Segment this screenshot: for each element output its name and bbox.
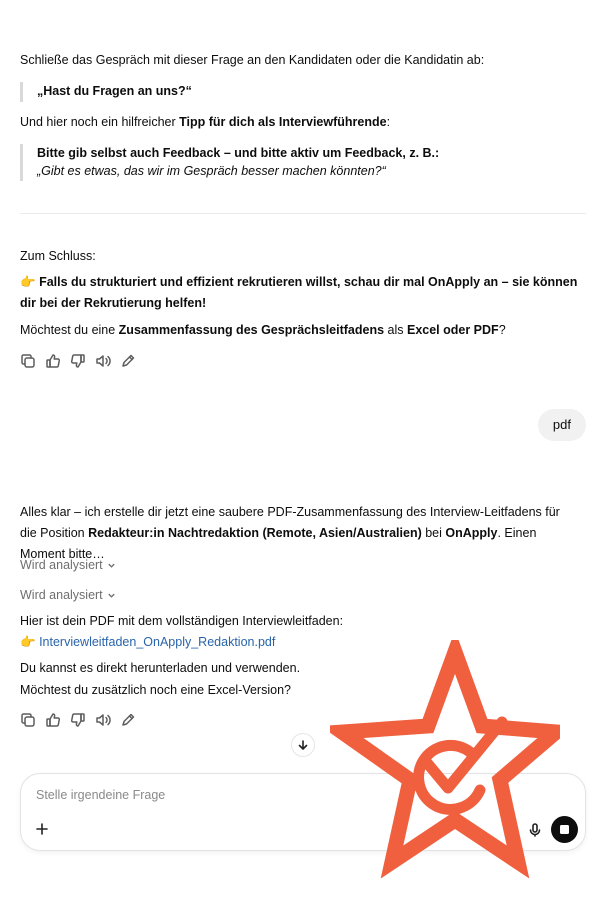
pdf-link-row xyxy=(20,632,578,653)
message-actions xyxy=(20,712,136,728)
pointing-hand-icon: 👉 xyxy=(20,275,36,289)
thumbs-up-icon[interactable] xyxy=(45,353,61,369)
chat-input[interactable] xyxy=(36,788,456,802)
read-aloud-icon[interactable] xyxy=(95,712,111,728)
copy-icon[interactable] xyxy=(20,712,36,728)
download-text: Du kannst es direkt herunterladen und verwenden. xyxy=(20,661,301,675)
read-aloud-icon[interactable] xyxy=(95,353,111,369)
closing-label: Zum Schluss: xyxy=(20,249,96,263)
thumbs-down-icon[interactable] xyxy=(70,353,86,369)
blockquote-feedback xyxy=(20,144,578,181)
edit-icon[interactable] xyxy=(120,353,136,369)
analyzing-toggle-1[interactable]: Wird analysiert xyxy=(20,558,116,572)
arrow-down-icon xyxy=(297,739,309,751)
excel-question: Möchtest du zusätzlich noch eine Excel-Version? xyxy=(20,683,291,697)
onapply-recommendation: 👉 Falls du strukturiert und effizient rekrutieren willst, schau dir mal OnApply an – sie können dir bei der Rekrutierung helfen! xyxy=(20,275,578,310)
summary-question: Möchtest du eine Zusammenfassung des Gesprächsleitfadens als Excel oder PDF? xyxy=(20,323,506,337)
blockquote-question: „Hast du Fragen an uns?“ xyxy=(20,82,578,102)
message-composer xyxy=(20,773,586,851)
pointing-hand-icon: 👉 xyxy=(20,635,36,649)
plus-icon xyxy=(34,821,50,837)
user-message-bubble: pdf xyxy=(538,409,586,441)
edit-icon[interactable] xyxy=(120,712,136,728)
tip-text: Und hier noch ein hilfreicher Tipp für dich als Interviewführende: xyxy=(20,115,391,129)
pdf-creation-text: Alles klar – ich erstelle dir jetzt eine saubere PDF-Zusammenfassung des Interview-Leitfadens für die Position Redakteur:in Nachtredaktion (Remote, Asien/Australien) bei OnApply. Einen Moment bitte… xyxy=(20,505,560,561)
chevron-down-icon xyxy=(107,591,116,600)
chevron-down-icon xyxy=(107,561,116,570)
plus-button[interactable] xyxy=(34,821,50,837)
microphone-icon xyxy=(527,822,543,838)
message-divider xyxy=(20,213,586,214)
scroll-down-button[interactable] xyxy=(291,733,315,757)
analyzing-toggle-2[interactable]: Wird analysiert xyxy=(20,588,116,602)
thumbs-down-icon[interactable] xyxy=(70,712,86,728)
pdf-download-link[interactable]: Interviewleitfaden_OnApply_Redaktion.pdf xyxy=(39,635,276,649)
microphone-button[interactable] xyxy=(527,822,543,838)
stop-button[interactable] xyxy=(551,816,578,843)
feedback-example: „Gibt es etwas, das wir im Gespräch besser machen könnten?“ xyxy=(37,164,386,178)
copy-icon[interactable] xyxy=(20,353,36,369)
thumbs-up-icon[interactable] xyxy=(45,712,61,728)
message-actions xyxy=(20,353,136,369)
stop-icon xyxy=(560,825,569,834)
feedback-heading: Bitte gib selbst auch Feedback – und bitte aktiv um Feedback, z. B.: xyxy=(37,146,440,160)
pdf-intro: Hier ist dein PDF mit dem vollständigen Interviewleitfaden: xyxy=(20,614,344,628)
intro-text: Schließe das Gespräch mit dieser Frage an den Kandidaten oder die Kandidatin ab: xyxy=(20,53,485,67)
